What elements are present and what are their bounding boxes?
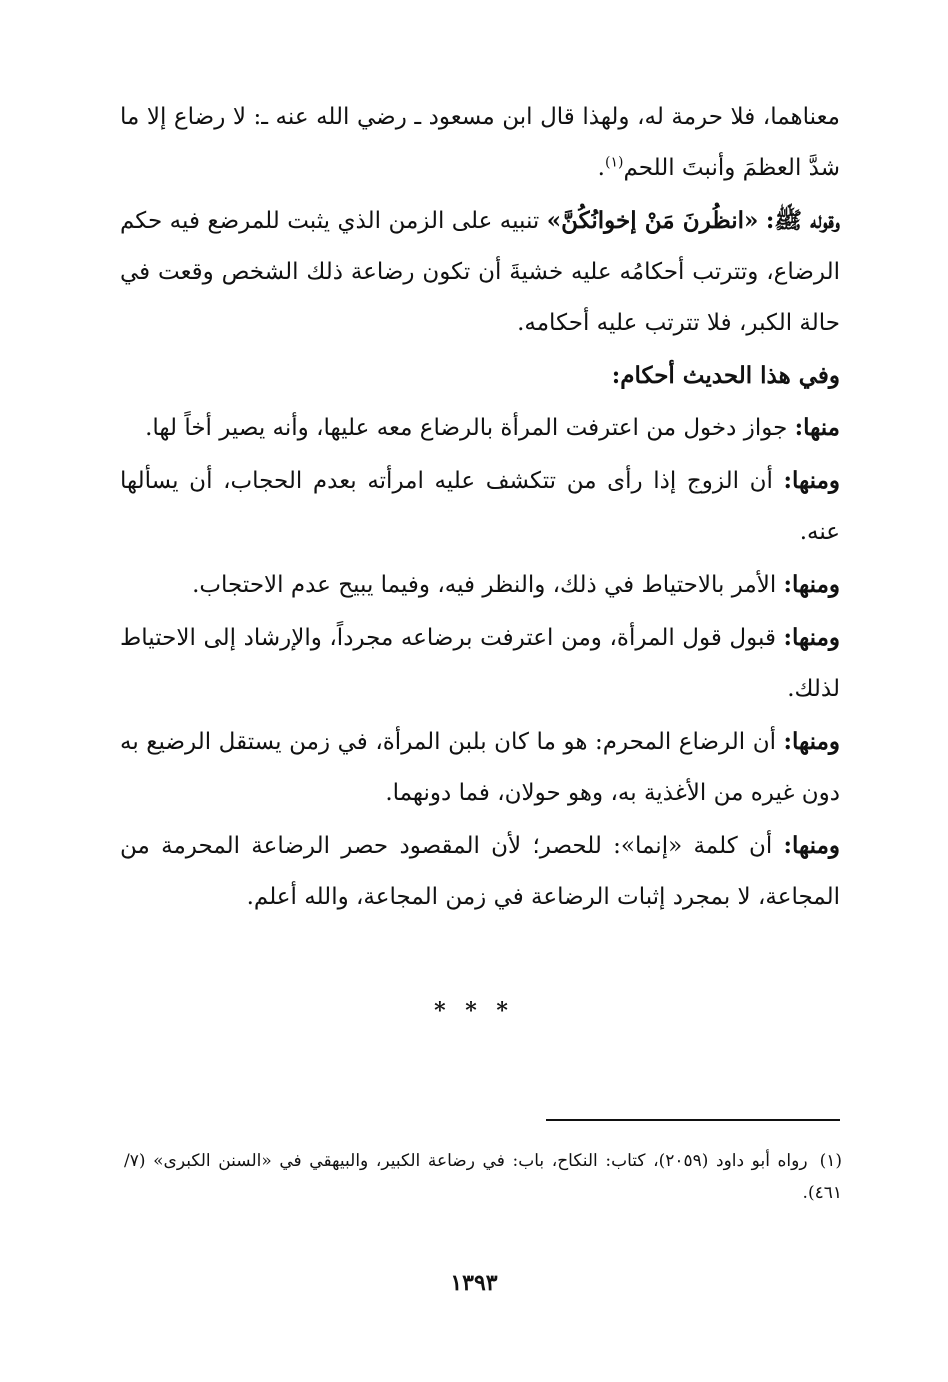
ruling-2 [120,455,840,558]
ruling-1-lead: منها: [794,414,840,441]
ruling-4-text: قبول قول المرأة، ومن اعترفت برضاعه مجرداً، والإرشاد إلى الاحتياط لذلك. [120,625,840,702]
paragraph-2-lead: وقوله ﷺ: [765,207,841,234]
ruling-3-lead: ومنها: [783,571,840,598]
ruling-1 [120,402,840,454]
footnote-number: (١) [819,1151,842,1171]
ruling-6-lead: ومنها: [783,832,841,859]
ruling-5 [120,716,840,819]
ruling-6 [120,820,840,923]
ruling-2-lead: ومنها: [783,467,840,494]
paragraph-1 [120,92,840,194]
ruling-2-text: أن الزوج إذا رأى من تتكشف عليه امرأته بعدم الحجاب، أن يسألها عنه. [120,468,840,545]
footnote [124,1145,842,1209]
ruling-3-text: الأمر بالاحتياط في ذلك، والنظر فيه، وفيما يبيح عدم الاحتجاب. [192,572,777,598]
section-separator: * * * [434,998,514,1024]
paragraph-2-text: تنبيه على الزمن الذي يثبت للمرضع فيه حكم الرضاع، وتترتب أحكامُه عليه خشيةَ أن تكون رضاعة ذلك الشخص وقعت في حالة الكبر، فلا تترتب عليه أحكامه. [120,208,840,336]
ruling-4 [120,612,840,715]
page-number: ١٣٩٣ [450,1270,498,1296]
main-text [120,92,840,923]
footnote-text: رواه أبو داود (٢٠٥٩)، كتاب: النكاح، باب: في رضاعة الكبير، والبيهقي في «السنن الكبرى» (٧/ ٤٦١). [124,1151,842,1203]
footnote-divider [546,1119,840,1121]
ruling-4-lead: ومنها: [783,624,840,651]
ruling-3 [120,559,840,611]
ruling-1-text: جواز دخول من اعترفت المرأة بالرضاع معه عليها، وأنه يصير أخاً لها. [145,415,788,441]
hadith-quote: «انظُرنَ مَنْ إخوانُكُنَّ» [546,207,759,234]
footnote-reference: (١) [604,154,624,171]
ruling-5-text: أن الرضاع المحرم: هو ما كان بلبن المرأة، في زمن يستقل الرضيع به دون غيره من الأغذية به، وهو حولان، فما دونهما. [120,729,840,806]
ruling-5-lead: ومنها: [783,728,841,755]
paragraph-2 [120,195,840,349]
ruling-6-text: أن كلمة «إنما»: للحصر؛ لأن المقصود حصر الرضاعة المحرمة من المجاعة، لا بمجرد إثبات الرضاعة في زمن المجاعة، والله أعلم. [120,833,840,910]
paragraph-1-end: . [597,155,605,181]
section-heading: وفي هذا الحديث أحكام: [611,362,840,389]
paragraph-1-text: معناهما، فلا حرمة له، ولهذا قال ابن مسعود ـ رضي الله عنه ـ: لا رضاع إلا ما شدَّ العظمَ وأنبتَ اللحم [120,104,840,181]
